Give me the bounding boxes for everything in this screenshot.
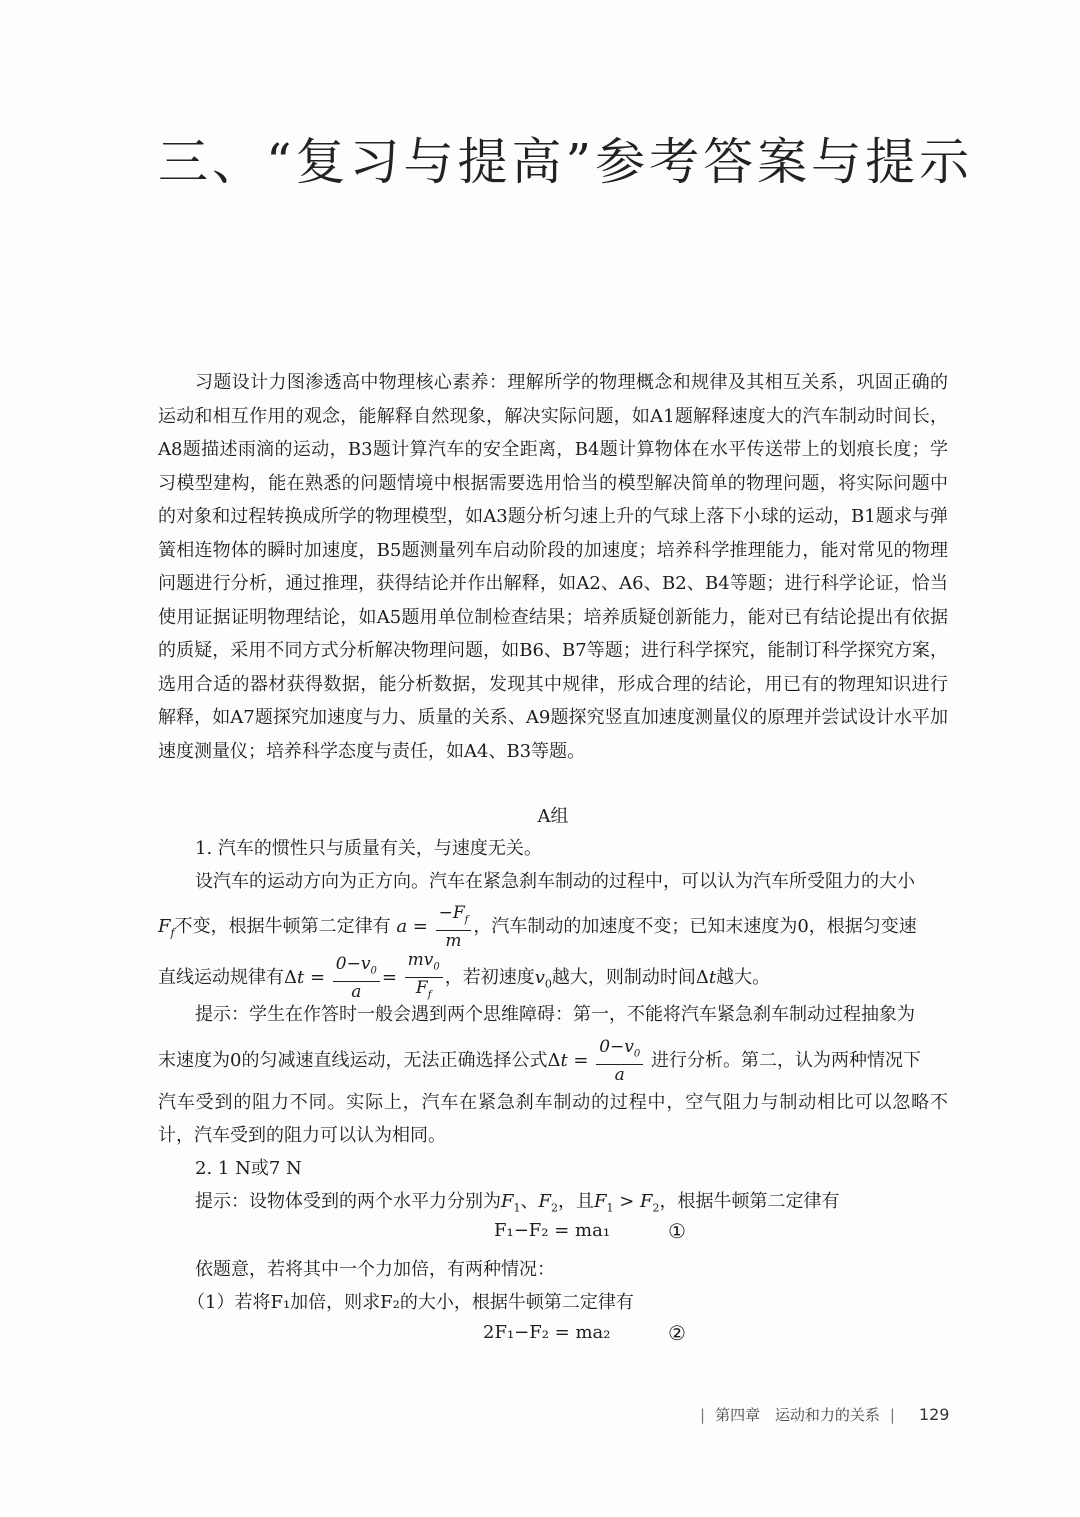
q1-hint xyxy=(158,998,948,1031)
q1-p3-text-c: 越大，则制动时间 xyxy=(551,966,696,988)
footer-section: 运动和力的关系 xyxy=(774,1406,880,1424)
q2-hint: 提示：设物体受到的两个水平力分别为$F_1$、$F_2$，且$F_1 > F_2$，根据牛顿第二定律有 xyxy=(195,1191,840,1215)
intro-text: 习题设计力图渗透高中物理核心素养：理解所学的物理概念和规律及其相互关系，巩固正确的运动和相互作用的观念，能解释自然现象，解决实际问题，如A1题解释速度大的汽车制动时间长，A8题描述雨滴的运动，B3题计算汽车的安全距离，B4题计算物体在水平传送带上的划痕长度；学习模型建构，能在熟悉的问题情境中根据需要选用恰当的模型解决简单的物理问题，将实际问题中的对象和过程转换成所学的物理模型，如A3题分析匀速上升的气球上落下小球的运动，B1题求与弹簧相连物体的瞬时加速度，B5题测量列车启动阶段的加速度；培养科学推理能力，能对常见的物理问题进行分析，通过推理，获得结论并作出解释，如A2、A6、B2、B4等题；进行科学论证，恰当使用证据证明物理结论，如A5题用单位制检查结果；培养质疑创新能力，能对已有结论提出有依据的质疑，采用不同方式分析解决物理问题，如B6、B7等题；进行科学探究，能制订科学探究方案，选用合适的器材获得数据，能分析数据，发现其中规律，形成合理的结论，用已有的物理知识进行解释，如A7题探究加速度与力、质量的关系、A9题探究竖直加速度测量仪的原理并尝试设计水平加速度测量仪；培养科学态度与责任，如A4、B3等题。 xyxy=(158,372,948,762)
q1-p3-text-a: 直线运动规律有 xyxy=(158,966,284,988)
friction-symbol: $F_f$ xyxy=(158,916,175,940)
accel-fraction: $\frac{-F_f}{m}$ xyxy=(436,903,472,951)
page-title: 三、“复习与提高”参考答案与提示 xyxy=(158,133,974,191)
q2-block xyxy=(158,1152,948,1225)
equation-1-number: ① xyxy=(668,1219,686,1243)
page-footer: | 第四章 运动和力的关系 | 129 xyxy=(700,1405,950,1424)
q2-hint-tail: ，根据牛顿第二定律有 xyxy=(659,1191,840,1212)
time-fraction-1: $\frac{0-v_0}{a}$ xyxy=(333,954,380,1002)
q1-para1: 设汽车的运动方向为正方向。汽车在紧急刹车制动的过程中，可以认为汽车所受阻力的大小 xyxy=(195,871,915,892)
intro-paragraph xyxy=(158,366,948,768)
q1-hint-text-b: 末速度为0的匀减速直线运动，无法正确选择公式 xyxy=(158,1050,548,1071)
q2-condition: 依题意，若将其中一个力加倍，有两种情况： xyxy=(195,1259,555,1280)
q1-p3-text-b: ，若初速度 xyxy=(444,966,535,988)
q1-p2-text-b: ，汽车制动的加速度不变；已知末速度为0，根据匀变速 xyxy=(473,916,917,937)
page-number: 129 xyxy=(918,1405,950,1424)
q2-hint-text: 提示：设物体受到的两个水平力分别为 xyxy=(195,1191,501,1212)
q2-case1: （1）若将F₁加倍，则求F₂的大小，根据牛顿第二定律有 xyxy=(187,1292,634,1313)
q1-hint-end xyxy=(158,1086,948,1152)
q1-answer: 1. 汽车的惯性只与质量有关，与速度无关。 xyxy=(195,838,542,859)
q1-p3-text-d: 越大。 xyxy=(716,966,771,988)
q1-para3: 直线运动规律有Δt = $\frac{0-v_0}{a}$ = $\frac{mv_0}{F_f}$ ，若初速度$v_0$越大，则制动时间Δt越大。 xyxy=(158,950,948,1011)
hint-time-fraction: $\frac{0-v_0}{a}$ xyxy=(596,1037,643,1085)
q1-hint-line1: 提示：学生在作答时一般会遇到两个思维障碍：第一，不能将汽车紧急刹车制动过程抽象为 xyxy=(195,1004,915,1025)
q2-cases xyxy=(158,1253,948,1319)
time-fraction-2: $\frac{mv_0}{F_f}$ xyxy=(405,950,443,1006)
q1-para2: $F_f$不变，根据牛顿第二定律有 a = $\frac{-F_f}{m}$ ，汽车制动的加速度不变；已知末速度为0，根据匀变速 xyxy=(158,902,917,952)
q1-block xyxy=(158,832,948,898)
group-a-heading: A组 xyxy=(537,806,569,827)
q1-hint-formula-line: 末速度为0的匀减速直线运动，无法正确选择公式Δt = $\frac{0-v_0}{a}$ 进行分析。第二，认为两种情况下 xyxy=(158,1036,921,1086)
equation-2: 2F₁−F₂ = ma₂ xyxy=(483,1322,611,1343)
q1-hint-text-d: 汽车受到的阻力不同。实际上，汽车在紧急刹车制动的过程中，空气阻力与制动相比可以忽略不计，汽车受到的阻力可以认为相同。 xyxy=(158,1092,948,1146)
q2-answer: 2. 1 N或7 N xyxy=(195,1158,302,1179)
q1-p2-text-a: 不变，根据牛顿第二定律有 xyxy=(174,916,391,937)
footer-chapter: 第四章 xyxy=(715,1406,761,1424)
equation-1: F₁−F₂ = ma₁ xyxy=(494,1220,611,1241)
equation-2-number: ② xyxy=(668,1321,686,1345)
q1-hint-text-c: 进行分析。第二，认为两种情况下 xyxy=(651,1050,921,1071)
